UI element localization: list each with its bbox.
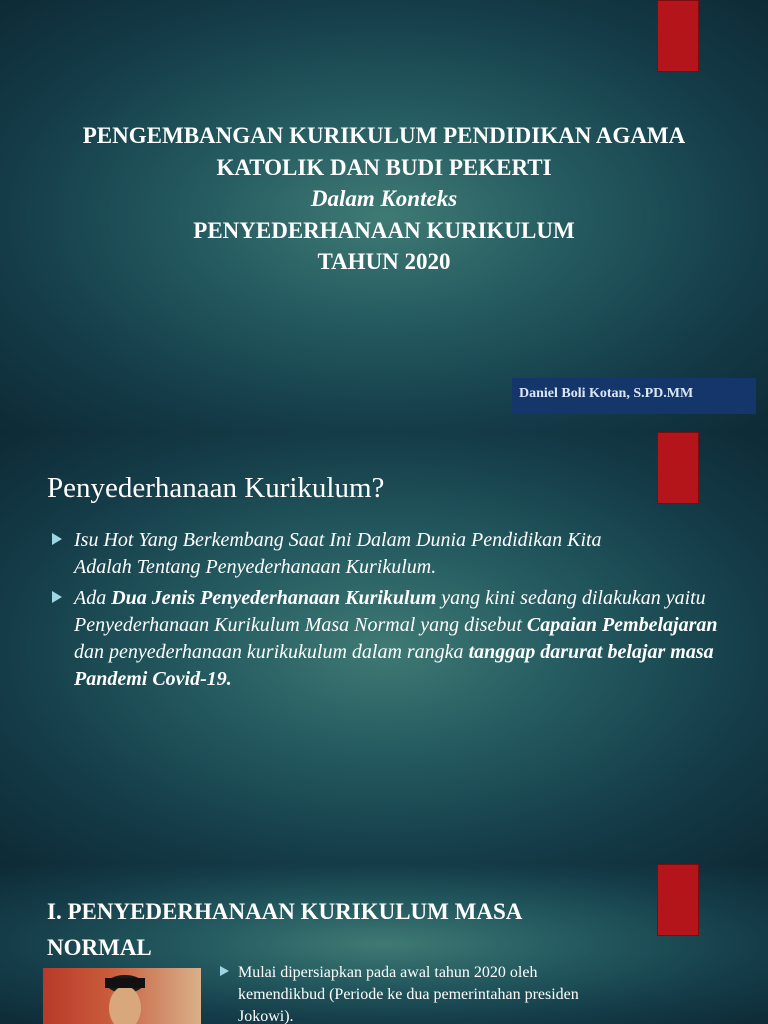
portrait-image — [43, 968, 201, 1024]
author-box — [512, 378, 756, 414]
bullet-bold-text: tanggap darurat belajar masa Pandemi Covid-19. — [74, 641, 714, 690]
bullet-text: Ada — [74, 587, 112, 609]
bullet-text: kemendikbud (Periode ke dua pemerintahan presiden — [238, 986, 579, 1003]
slide-3-title — [47, 894, 607, 966]
slide-3-bullets — [218, 962, 738, 1024]
slide-2-bullets — [50, 527, 740, 693]
bullet-text: yang kini sedang dilakukan yaitu Penyederhanaan Kurikulum Masa Normal yang disebut — [74, 587, 706, 636]
slide-1-title — [0, 120, 768, 278]
bullet-bold-text: Dua Jenis Penyederhanaan Kurikulum — [111, 587, 437, 609]
bullet-text: Adalah Tentang Penyederhanaan Kurikulum. — [74, 556, 437, 578]
author-name: Daniel Boli Kotan, S.PD.MM — [519, 386, 694, 401]
triangle-bullet-icon — [52, 533, 62, 545]
title-line: KATOLIK DAN BUDI PEKERTI — [216, 154, 552, 180]
title-line: NORMAL — [47, 935, 152, 960]
triangle-bullet-icon — [52, 591, 62, 603]
bullet-item — [50, 585, 740, 693]
slide-2 — [0, 432, 768, 864]
red-tab-decoration — [657, 0, 699, 72]
red-tab-decoration — [657, 864, 699, 936]
slide-2-title: Penyederhanaan Kurikulum? — [47, 472, 385, 504]
title-line: PENGEMBANGAN KURIKULUM PENDIDIKAN AGAMA — [82, 123, 686, 148]
slide-3 — [0, 864, 768, 1024]
red-tab-decoration — [657, 432, 699, 504]
president-photo — [43, 968, 201, 1024]
bullet-item — [50, 527, 740, 581]
bullet-text: Isu Hot Yang Berkembang Saat Ini Dalam Dunia Pendidikan Kita — [74, 529, 602, 551]
title-line-italic: Dalam Konteks — [310, 186, 458, 211]
title-line: I. PENYEDERHANAAN KURIKULUM MASA — [47, 899, 523, 924]
slide-1 — [0, 0, 768, 432]
title-line: PENYEDERHANAAN KURIKULUM — [193, 217, 575, 243]
title-line: TAHUN 2020 — [317, 249, 451, 274]
bullet-text: dan penyederhanaan kurikukulum dalam rangka — [74, 641, 469, 663]
bullet-text: Mulai dipersiapkan pada awal tahun 2020 oleh — [238, 964, 538, 981]
bullet-bold-text: Capaian Pembelajaran — [526, 614, 718, 636]
triangle-bullet-icon — [220, 966, 229, 976]
bullet-text: Jokowi). — [238, 1008, 294, 1024]
bullet-item — [218, 962, 738, 1024]
